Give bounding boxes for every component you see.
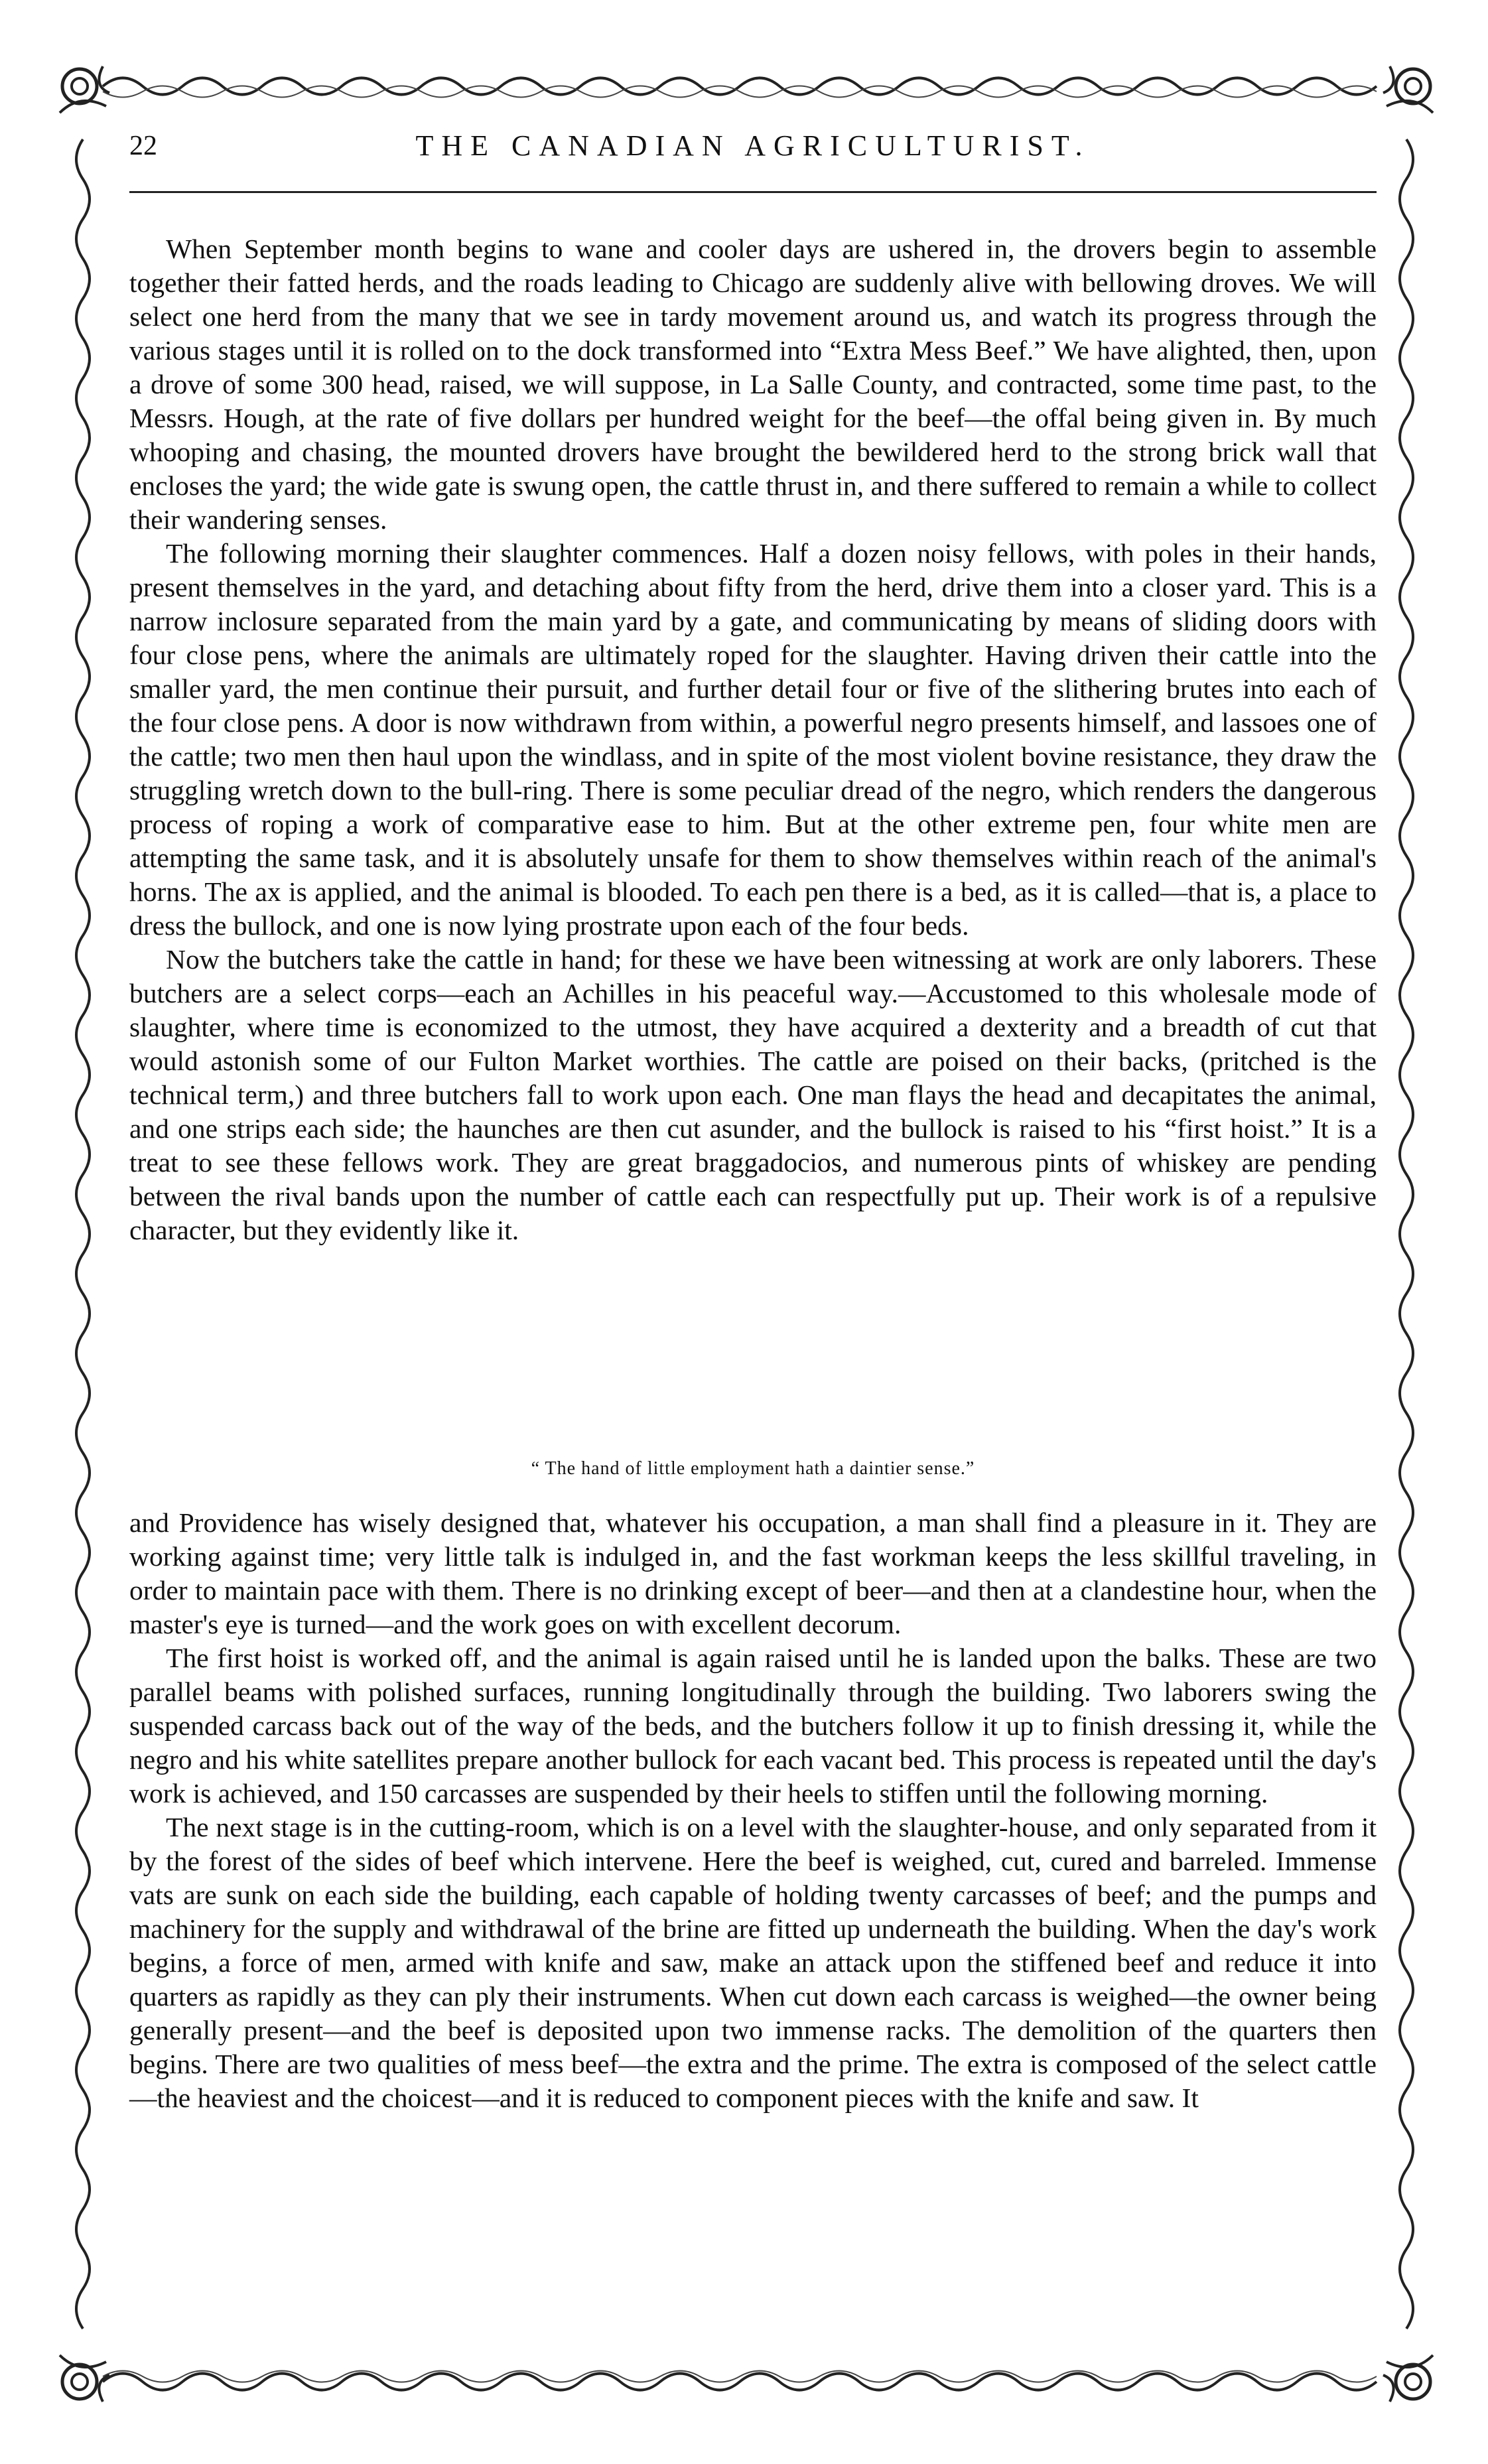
ornamental-border-left xyxy=(63,100,103,2368)
ornamental-border-bottom xyxy=(63,2362,1426,2402)
paragraph: and Providence has wisely designed that, whatever his occupation, a man shall find a pleasure in it. They are working against time; very little talk is indulged in, and the fast workman keeps the less skillful traveling, in order to maintain pace with them. There is no drinking except of beer—and then at a clandestine hour, when the master's eye is turned—and the work goes on with excellent decorum. xyxy=(129,1507,1377,1639)
article-body-part-2 xyxy=(129,1506,1377,2115)
header-rule xyxy=(129,191,1377,193)
page-header xyxy=(129,126,1377,172)
running-head: THE CANADIAN AGRICULTURIST. xyxy=(415,129,1091,162)
paragraph: The first hoist is worked off, and the animal is again raised until he is landed upon the balks. These are two parallel beams with polished surfaces, running longitudinally through the building. Two laborers swing the suspended carcass back out of the way of the beds, and the butchers follow it up to finish dressing it, while the negro and his white satellites prepare another bullock for each vacant bed. This process is repeated until the day's work is achieved, and 150 carcasses are suspended by their heels to stiffen until the following morning. xyxy=(129,1643,1377,1809)
paragraph: The following morning their slaughter commences. Half a dozen noisy fellows, with poles in their hands, present themselves in the yard, and detaching about fifty from the herd, drive them into a closer yard. This is a narrow inclosure separated from the main yard by a gate, and communicating by means of sliding doors with four close pens, where the animals are ultimately roped for the slaughter. Having driven their cattle into the smaller yard, the men continue their pursuit, and further detail four or five of the slithering brutes into each of the four close pens. A door is now withdrawn from within, a powerful negro presents himself, and lassoes one of the cattle; two men then haul upon the windlass, and in spite of the most violent bovine resistance, they draw the struggling wretch down to the bull-ring. There is some peculiar dread of the negro, which renders the dangerous process of roping a work of comparative ease to him. But at the other extreme pen, four white men are attempting the same task, and it is absolutely unsafe for them to show themselves within reach of the animal's horns. The ax is applied, and the animal is blooded. To each pen there is a bed, as it is called—that is, a place to dress the bullock, and one is now lying prostrate upon each of the four beds. xyxy=(129,538,1377,941)
article-body-part-1 xyxy=(129,232,1377,1247)
corner-ornament-icon xyxy=(46,2335,126,2415)
ornamental-border-top xyxy=(63,66,1426,106)
ornamental-border-right xyxy=(1387,100,1426,2368)
page-number: 22 xyxy=(129,131,157,161)
paragraph: The next stage is in the cutting-room, which is on a level with the slaughter-house, and only separated from it by the forest of the sides of beef which intervene. Here the beef is weighed, cut, cured and barreled. Immense vats are sunk on each side the building, each capable of holding twenty carcasses of beef; and the pumps and machinery for the supply and withdrawal of the brine are fitted up underneath the building. When the day's work begins, a force of men, armed with knife and saw, make an attack upon the stiffened beef and reduce it into quarters as rapidly as they can ply their instruments. When cut down each carcass is weighed—the owner being generally present—and the beef is deposited upon two immense racks. The demolition of the quarters then begins. There are two qualities of mess beef—the extra and the prime. The extra is composed of the select cattle—the heaviest and the choicest—and it is reduced to component pieces with the knife and saw. It xyxy=(129,1812,1377,2113)
paragraph: Now the butchers take the cattle in hand; for these we have been witnessing at work are only laborers. These butchers are a select corps—each an Achilles in his peaceful way.—Accustomed to this wholesale mode of slaughter, where time is economized to the utmost, they have acquired a dexterity and a breadth of cut that would astonish some of our Fulton Market worthies. The cattle are poised on their backs, (pritched is the technical term,) and three butchers fall to work upon each. One man flays the head and decapitates the animal, and one strips each side; the haunches are then cut asunder, and the bullock is raised to his “first hoist.” It is a treat to see these fellows work. They are great braggadocios, and numerous pints of whiskey are pending between the rival bands upon the number of cattle each can respectfully put up. Their work is of a repulsive character, but they evidently like it. xyxy=(129,944,1377,1245)
paragraph: When September month begins to wane and cooler days are ushered in, the drovers begin to assemble together their fatted herds, and the roads leading to Chicago are suddenly alive with bellowing droves. We will select one herd from the many that we see in tardy movement around us, and watch its progress through the various stages until it is rolled on to the dock transformed into “Extra Mess Beef.” We have alighted, then, upon a drove of some 300 head, raised, we will suppose, in La Salle County, and contracted, some time past, to the Messrs. Hough, at the rate of five dollars per hundred weight for the beef—the offal being given in. By much whooping and chasing, the mounted drovers have brought the bewildered herd to the strong brick wall that encloses the yard; the wide gate is swung open, the cattle thrust in, and there suffered to remain a while to collect their wandering senses. xyxy=(129,234,1377,535)
inline-quotation: “ The hand of little employment hath a daintier sense.” xyxy=(531,1458,975,1479)
corner-ornament-icon xyxy=(1367,2335,1446,2415)
corner-ornament-icon xyxy=(1367,53,1446,133)
corner-ornament-icon xyxy=(46,53,126,133)
